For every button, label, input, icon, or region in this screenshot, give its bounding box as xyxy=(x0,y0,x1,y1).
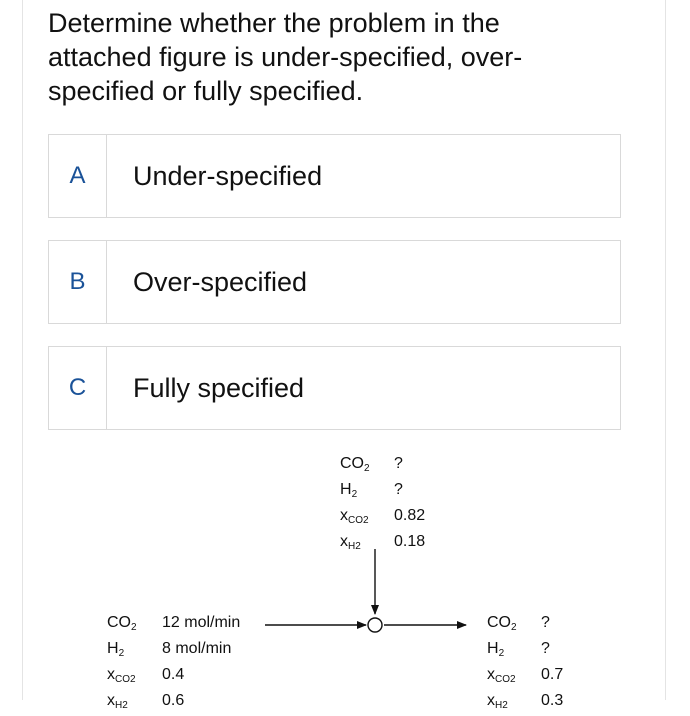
option-c[interactable] xyxy=(48,346,621,430)
top-stream-label-h2: $H_2$ xyxy=(340,481,358,500)
product-stream-label-xh2: $x_{H2}$ xyxy=(487,692,508,711)
feed-stream-label-co2: $CO_2$ xyxy=(107,614,137,633)
top-stream-label-xh2: $x_{H2}$ xyxy=(340,533,361,552)
feed-stream-table xyxy=(107,612,240,716)
mixing-point-node xyxy=(368,618,382,632)
option-a[interactable] xyxy=(48,134,621,218)
option-letter-c: C xyxy=(49,347,107,429)
product-stream-label-xco2: $x_{CO2}$ xyxy=(487,666,516,685)
product-stream-value-xh2: 0.3 xyxy=(541,692,564,709)
top-stream-value-co2: ? xyxy=(394,455,403,472)
option-label-b: Over-specified xyxy=(133,266,308,297)
option-b[interactable] xyxy=(48,240,621,324)
top-stream-value-h2: ? xyxy=(394,481,403,498)
feed-stream-label-h2: $H_2$ xyxy=(107,640,125,659)
option-label-c: Fully specified xyxy=(133,372,305,403)
top-stream-value-xh2: 0.18 xyxy=(394,533,426,550)
product-stream-table xyxy=(487,612,563,716)
flow-diagram xyxy=(0,440,690,711)
option-label-a: Under-specified xyxy=(133,160,323,191)
top-stream-table xyxy=(340,453,425,557)
product-stream-label-h2: $H_2$ xyxy=(487,640,505,659)
feed-stream-label-xh2: $x_{H2}$ xyxy=(107,692,128,711)
feed-stream-value-co2: 12 mol/min xyxy=(162,614,241,631)
option-letter-b: B xyxy=(49,241,107,323)
top-stream-label-co2: $CO_2$ xyxy=(340,455,370,474)
option-letter-a: A xyxy=(49,135,107,217)
top-stream-value-xco2: 0.82 xyxy=(394,507,426,524)
product-stream-value-co2: ? xyxy=(541,614,550,631)
product-stream-value-xco2: 0.7 xyxy=(541,666,564,683)
feed-stream-value-xh2: 0.6 xyxy=(162,692,185,709)
feed-stream-value-h2: 8 mol/min xyxy=(162,640,232,657)
question-text: Determine whether the problem in the attached figure is under-specified, over-specified or fully specified. xyxy=(48,8,523,106)
top-stream-label-xco2: $x_{CO2}$ xyxy=(340,507,369,526)
feed-stream-label-xco2: $x_{CO2}$ xyxy=(107,666,136,685)
product-stream-label-co2: $CO_2$ xyxy=(487,614,517,633)
product-stream-value-h2: ? xyxy=(541,640,550,657)
feed-stream-value-xco2: 0.4 xyxy=(162,666,185,683)
